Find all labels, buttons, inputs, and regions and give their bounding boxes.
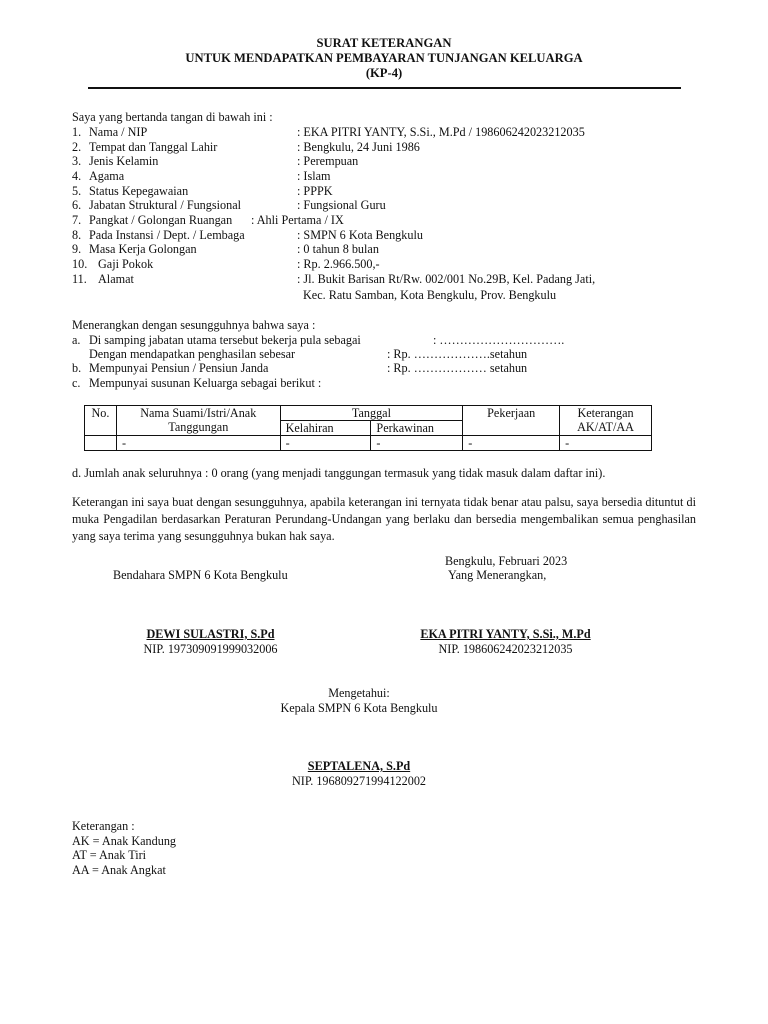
field-label: Jenis Kelamin [89, 154, 159, 168]
field-value: : Bengkulu, 24 Juni 1986 [297, 140, 420, 154]
doc-code: (KP-4) [365, 66, 403, 80]
field-no: 11. [72, 272, 87, 286]
field-no: 5. [72, 184, 82, 198]
legend-item: AT = Anak Tiri [72, 848, 147, 862]
statement-a-text: Di samping jabatan utama tersebut bekerja pula sebagai [89, 333, 361, 347]
left-signer-role: Bendahara SMPN 6 Kota Bengkulu [113, 568, 288, 582]
statement-b-value: : Rp. ……………… setahun [387, 361, 528, 375]
legend-title: Keterangan : [72, 819, 135, 833]
header-pekerjaan: Pekerjaan [463, 406, 560, 436]
field-label: Alamat [98, 272, 134, 286]
right-signer-nip: NIP. 198606242023212035 [438, 642, 573, 656]
header-kelahiran: Kelahiran [280, 421, 371, 436]
legend-item: AA = Anak Angkat [72, 863, 166, 877]
statement-b-text: Mempunyai Pensiun / Pensiun Janda [89, 361, 269, 375]
field-label: Nama / NIP [89, 125, 148, 139]
field-no: 8. [72, 228, 82, 242]
field-label: Pangkat / Golongan Ruangan [89, 213, 233, 227]
field-label: Gaji Pokok [98, 257, 154, 271]
field-label: Tempat dan Tanggal Lahir [89, 140, 218, 154]
intro-text: Saya yang bertanda tangan di bawah ini : [72, 110, 273, 124]
children-count-text: d. Jumlah anak seluruhnya : 0 orang (yang menjadi tanggungan termasuk yang tidak masuk dalam daftar ini). [72, 466, 606, 480]
field-value: : Jl. Bukit Barisan Rt/Rw. 002/001 No.29B, Kel. Padang Jati, [297, 272, 596, 286]
closing-paragraph: Keterangan ini saya buat dengan sesungguhnya, apabila keterangan ini ternyata tidak benar atau palsu, saya bersedia dituntut di muka Pengadilan berdasarkan Peraturan Perundang-Undangan yang berlaku dan bersedia mengembalikan semua penghasilan yang saya terima yang sesungguhnya bukan hak saya. [72, 495, 696, 543]
field-label: Jabatan Struktural / Fungsional [89, 198, 241, 212]
table-cell: - [116, 436, 280, 451]
field-value: : Fungsional Guru [297, 198, 386, 212]
field-value: : SMPN 6 Kota Bengkulu [297, 228, 423, 242]
statement-heading: Menerangkan dengan sesungguhnya bahwa saya : [72, 318, 316, 332]
head-role: Kepala SMPN 6 Kota Bengkulu [280, 701, 438, 715]
field-no: 10. [72, 257, 88, 271]
header-rule [88, 87, 681, 89]
statement-a-value: : …………………………. [433, 333, 565, 347]
header-no: No. [85, 406, 117, 436]
header-name-line1: Nama Suami/Istri/Anak [140, 406, 257, 420]
table-header-row [85, 406, 652, 421]
field-no: 6. [72, 198, 82, 212]
left-signer-name [98, 627, 323, 642]
field-value: : EKA PITRI YANTY, S.Si., M.Pd / 198606242023212035 [297, 125, 585, 139]
header-keterangan [560, 406, 652, 436]
header-ket-line2: AK/AT/AA [577, 420, 634, 434]
field-no: 2. [72, 140, 82, 154]
table-row [85, 436, 652, 451]
field-label: Status Kepegawaian [89, 184, 189, 198]
left-signer-nip: NIP. 197309091999032006 [143, 642, 278, 656]
table-cell: - [371, 436, 463, 451]
field-no: 1. [72, 125, 82, 139]
header-perkawinan: Perkawinan [371, 421, 463, 436]
header-tanggal: Tanggal [280, 406, 463, 421]
statement-c-text: Mempunyai susunan Keluarga sebagai berikut : [89, 376, 322, 390]
table-cell: - [463, 436, 560, 451]
field-value: : Ahli Pertama / IX [251, 213, 344, 227]
doc-subtitle: UNTUK MENDAPATKAN PEMBAYARAN TUNJANGAN KELUARGA [185, 51, 583, 65]
field-label: Masa Kerja Golongan [89, 242, 197, 256]
field-no: 9. [72, 242, 82, 256]
family-table [84, 405, 652, 451]
right-signer-name [393, 627, 618, 642]
legend-item: AK = Anak Kandung [72, 834, 177, 848]
header-name [116, 406, 280, 436]
field-value: : 0 tahun 8 bulan [297, 242, 379, 256]
doc-title: SURAT KETERANGAN [316, 36, 452, 50]
head-name-text: SEPTALENA, S.Pd [307, 759, 411, 773]
field-no: 3. [72, 154, 82, 168]
head-nip: NIP. 196809271994122002 [291, 774, 427, 788]
header-name-line2: Tanggungan [168, 420, 229, 434]
item-marker: a. [72, 333, 81, 347]
field-value: : PPPK [297, 184, 333, 198]
field-value-continued: Kec. Ratu Samban, Kota Bengkulu, Prov. Bengkulu [303, 288, 557, 302]
acknowledged-label: Mengetahui: [328, 686, 390, 700]
statement-a2-text: Dengan mendapatkan penghasilan sebesar [89, 347, 296, 361]
field-value: : Rp. 2.966.500,- [297, 257, 380, 271]
field-no: 4. [72, 169, 82, 183]
left-signer-name-text: DEWI SULASTRI, S.Pd [146, 627, 275, 641]
table-cell: - [280, 436, 371, 451]
field-value: : Islam [297, 169, 331, 183]
right-signer-role: Yang Menerangkan, [448, 568, 547, 582]
statement-a2-value: : Rp. ……………….setahun [387, 347, 528, 361]
field-value: : Perempuan [297, 154, 359, 168]
table-cell: - [560, 436, 652, 451]
item-marker: c. [72, 376, 81, 390]
header-ket-line1: Keterangan [577, 406, 634, 420]
table-cell [85, 436, 117, 451]
field-label: Agama [89, 169, 125, 183]
head-name [0, 759, 718, 774]
field-label: Pada Instansi / Dept. / Lembaga [89, 228, 245, 242]
item-marker: b. [72, 361, 82, 375]
place-date: Bengkulu, Februari 2023 [445, 554, 568, 568]
right-signer-name-text: EKA PITRI YANTY, S.Si., M.Pd [420, 627, 591, 641]
field-no: 7. [72, 213, 82, 227]
